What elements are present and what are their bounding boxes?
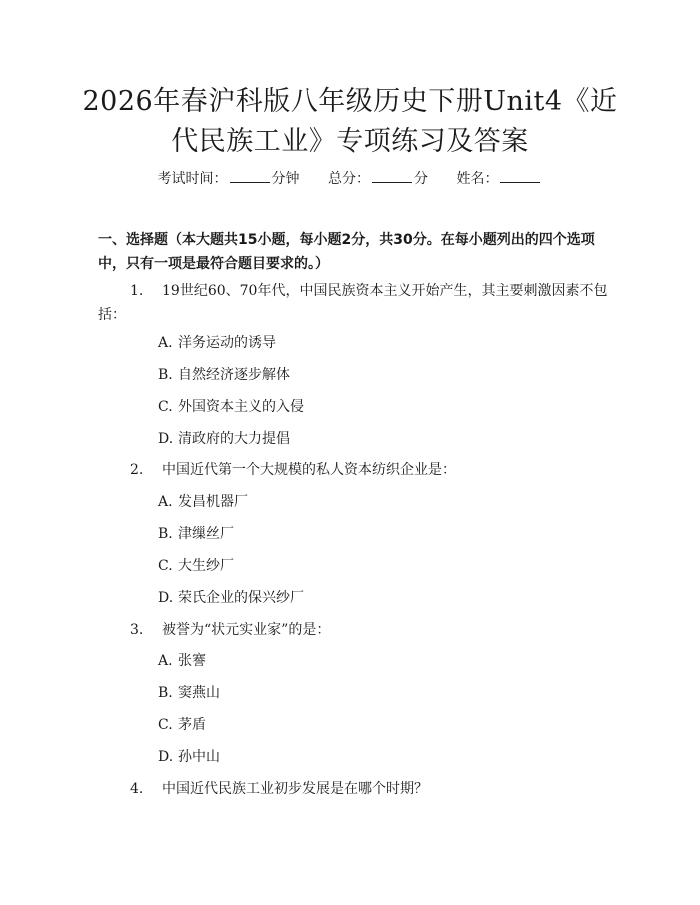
question-1-option-d (158, 429, 290, 449)
option-text: 外国资本主义的入侵 (178, 399, 304, 415)
question-3-option-b (158, 683, 220, 703)
question-2-option-c (158, 556, 234, 576)
option-text: 窦燕山 (178, 685, 220, 701)
exam-time-label: 考试时间： (157, 171, 228, 187)
option-text: 洋务运动的诱导 (178, 335, 276, 351)
option-text: 津缫丝厂 (178, 526, 234, 542)
student-name-field (456, 168, 542, 189)
question-1-option-a (158, 333, 276, 353)
question-1 (98, 279, 618, 327)
question-1-option-b (158, 365, 290, 385)
option-letter: A. (158, 494, 173, 510)
student-name-blank (500, 168, 540, 183)
question-3 (98, 618, 618, 642)
option-text: 清政府的大力提倡 (178, 431, 290, 447)
total-score-field (328, 168, 428, 189)
exam-time-unit: 分钟 (271, 171, 300, 187)
exam-time-field (158, 168, 300, 189)
option-letter: C. (158, 717, 173, 733)
question-text: 中国近代民族工业初步发展是在哪个时期？ (162, 781, 428, 797)
question-2 (98, 458, 618, 482)
question-4 (98, 777, 618, 801)
question-text: 中国近代第一个大规模的私人资本纺织企业是： (162, 462, 456, 478)
option-letter: D. (158, 749, 174, 765)
question-number: 4. (130, 781, 144, 797)
option-letter: B. (158, 685, 173, 701)
question-text: 19世纪60、70年代，中国民族资本主义开始产生，其主要刺激因素不包括： (98, 283, 608, 323)
option-text: 荣氏企业的保兴纱厂 (178, 590, 304, 606)
option-letter: A. (158, 335, 173, 351)
option-letter: B. (158, 526, 173, 542)
total-score-blank (372, 168, 412, 183)
option-text: 大生纱厂 (178, 558, 234, 574)
option-letter: C. (158, 558, 173, 574)
option-text: 孙中山 (178, 749, 220, 765)
document-title: 2026年春沪科版八年级历史下册Unit4《近代民族工业》专项练习及答案 (82, 86, 618, 157)
exam-meta (0, 168, 700, 189)
option-letter: A. (158, 653, 173, 669)
student-name-label: 姓名： (456, 171, 499, 187)
total-score-label: 总分： (328, 171, 370, 187)
option-letter: D. (158, 431, 174, 447)
question-3-option-c (158, 715, 206, 735)
option-letter: B. (158, 367, 173, 383)
option-letter: D. (158, 590, 174, 606)
section-heading: 一、选择题（本大题共15小题，每小题2分，共30分。在每小题列出的四个选项中，只有一项是最符合题目要求的。） (98, 232, 595, 272)
exam-time-blank (230, 168, 270, 183)
total-score-unit: 分 (414, 171, 428, 187)
question-number: 1. (130, 283, 144, 299)
question-3-option-d (158, 747, 220, 767)
question-2-option-b (158, 524, 234, 544)
option-text: 发昌机器厂 (178, 494, 248, 510)
question-number: 3. (130, 622, 144, 638)
question-1-option-c (158, 397, 304, 417)
question-3-option-a (158, 651, 206, 671)
question-text: 被誉为“状元实业家”的是： (162, 622, 331, 638)
option-text: 张謇 (178, 653, 206, 669)
option-text: 自然经济逐步解体 (178, 367, 290, 383)
question-2-option-d (158, 588, 304, 608)
option-letter: C. (158, 399, 173, 415)
option-text: 茅盾 (178, 717, 206, 733)
question-2-option-a (158, 492, 248, 512)
question-number: 2. (130, 462, 144, 478)
